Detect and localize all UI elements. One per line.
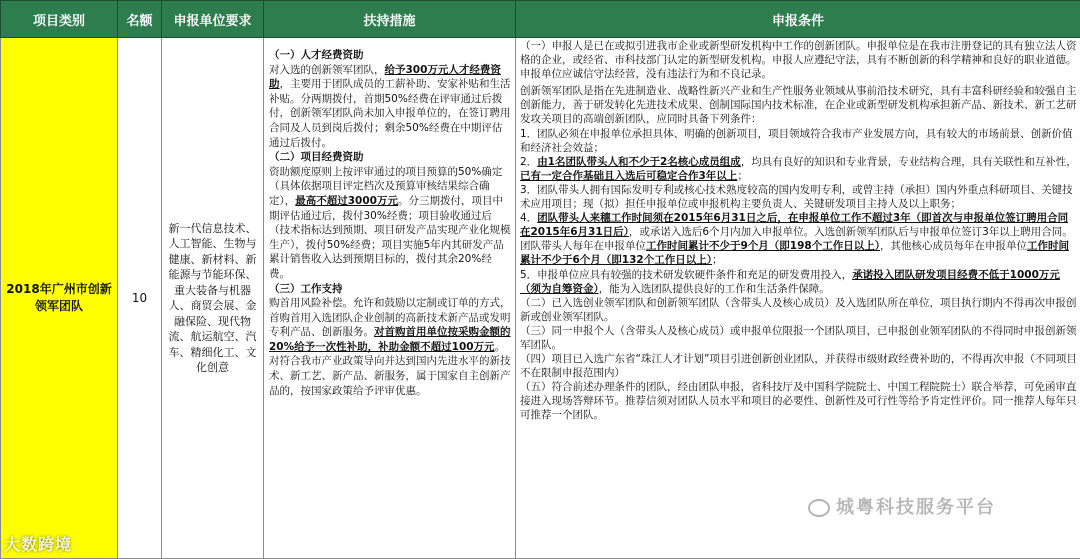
support-measures-cell xyxy=(264,38,516,559)
condition-highlight: 工作时间累计不少于6个月（即132个工作日以上） xyxy=(520,240,1069,267)
condition-item-4: 4．团队带头人来穗工作时间须在2015年6月31日之后，在申报单位工作不超过3年（即首次与申报单位签订聘用合同在2015年6月31日后），或承诺入选后6个月内加入申报单位。入选创新领军团队后与申报单位签订3年以上聘用合同。团队带头人每年在申报单位工作时间累计不少于9个月（即198个工作日以上），其他核心成员每年在申报单位工作时间累计不少于6个月（即132个工作日以上）； xyxy=(520,212,1073,267)
category-label: 2018年广州市创新领军团队 xyxy=(6,282,112,313)
quota-value: 10 xyxy=(131,291,148,305)
condition-paragraph: （四）项目已入选广东省“珠江人才计划”项目引进创新创业团队，并获得市级财政经费补助的，不得再次申报（不同项目不在限制申报范围内） xyxy=(520,353,1077,380)
measure-1-highlight: 给予300万元人才经费资助 xyxy=(269,63,501,91)
watermark-left xyxy=(4,532,72,555)
header-category: 项目类别 xyxy=(1,1,118,38)
industry-list: 新一代信息技术、人工智能、生物与健康、新材料、新能源与节能环保、重大装备与机器人、商贸会展、金融保险、现代物流、航运航空、汽车、精细化工、文化创意 xyxy=(168,221,257,374)
header-row xyxy=(1,1,1080,38)
measure-2-title: （二）项目经费资助 xyxy=(269,151,364,164)
measure-3-highlight: 对首购首用单位按采购金额的20%给予一次性补助，补助金额不超过100万元 xyxy=(269,326,511,353)
condition-paragraph: （五）符合前述办理条件的团队，经由团队申报，省科技厅及中国科学院院士、中国工程院院士）联合举荐，可免函审直接进入现场答辩环节。推荐信须对团队人员水平和项目的必要性、创新性及可行性等给予肯定性评价。同一推荐人每年只可推荐一个团队。 xyxy=(520,381,1077,422)
measure-1-title: （一）人才经费资助 xyxy=(269,49,364,61)
measure-3-title: （三）工作支持 xyxy=(269,282,343,295)
condition-item-1: 1．团队必须在申报单位承担具体、明确的创新项目，项目领域符合我市产业发展方向，具有较大的市场前景、创新价值和经济社会效益； xyxy=(520,127,1073,154)
condition-highlight: 团队带头人来穗工作时间须在2015年6月31日之后，在申报单位工作不超过3年（即首次与申报单位签订聘用合同在2015年6月31日后） xyxy=(520,212,1069,239)
condition-highlight: 已有一定合作基础且入选后可稳定合作3年以上 xyxy=(520,169,738,182)
condition-paragraph: （一）申报人是已在或拟引进我市企业或新型研发机构中工作的创新团队。申报单位是在我市注册登记的具有独立法人资格的企业，或经省、市科技部门认定的新型研发机构。申报人应遵纪守法，具有不断创新的科学精神和良好的职业道德。申报单位应诚信守法经营，没有违法行为和不良记录。 xyxy=(520,40,1077,81)
condition-paragraph: （二）已入选创业领军团队和创新领军团队（含带头人及核心成员）及入选团队所在单位，项目执行期内不得再次申报创新或创业领军团队。 xyxy=(520,296,1077,323)
header-support-measures: 扶持措施 xyxy=(264,1,516,38)
measure-1-text: 对入选的创新领军团队，给予300万元人才经费资助，主要用于团队成员的工薪补助、安家补贴和生活补贴。分两期拨付，首期50%经费在评审通过后拨付，创新领军团队尚未加入申报单位的，在签订聘用合同及人员到岗后拨付；剩余50%经费在中期评估通过后拨付。 xyxy=(269,63,511,149)
application-conditions-cell xyxy=(516,38,1080,559)
wechat-icon xyxy=(808,499,830,517)
header-application-conditions: 申报条件 xyxy=(516,1,1080,38)
condition-paragraph: （三）同一申报个人（含带头人及核心成员）或申报单位限报一个团队项目，已申报创业领军团队的不得同时申报创新领军团队。 xyxy=(520,324,1077,351)
header-applicant-requirement: 申报单位要求 xyxy=(162,1,264,38)
condition-item-5: 5．申报单位应具有较强的技术研发软硬件条件和充足的研发费用投入，承诺投入团队研发项目经费不低于1000万元（须为自筹资金），能为入选团队提供良好的工作和生活条件保障。 xyxy=(520,268,1060,295)
condition-paragraph: 创新领军团队是指在先进制造业、战略性新兴产业和生产性服务业领域从事前沿技术研究，具有丰富科研经验和较强自主创新能力，善于研发转化先进技术成果、创制国际国内技术标准，在企业或新型研发机构承担新产品、新技术、新工艺研发攻关项目的高端创新团队，应同时具备下列条件： xyxy=(520,85,1077,126)
measure-2-text: 资助额度原则上按评审通过的项目预算的50%确定（具体依据项目评定档次及预算审核结果综合确定），最高不超过3000万元。分三期拨付，项目中期评估通过后，拨付30%经费；项目验收通过后（技术指标达到预期、项目研发产品实现产业化规模生产），拨付50%经费；项目实施5年内其研发产品累计销售收入达到预期目标的，拨付其余20%经费。 xyxy=(269,165,511,280)
watermark-right xyxy=(808,493,996,519)
watermark-right-text: 城粤科技服务平台 xyxy=(836,497,996,518)
table-row xyxy=(1,38,1080,559)
watermark-left-text: 大数跨境 xyxy=(4,535,73,554)
measure-3-text: 购首用风险补偿。允许和鼓励以定制或订单的方式，首购首用入选团队企业创制的高新技术新产品或发明专利产品、创新服务。对首购首用单位按采购金额的20%给予一次性补助，补助金额不超过100万元。对符合我市产业政策导向并达到国内先进水平的新技术、新工艺、新产品、新服务，属于国家自主创新产品的，按国家政策给予评审优惠。 xyxy=(269,297,511,397)
measure-2-highlight: 最高不超过3000万元 xyxy=(295,194,398,207)
condition-highlight: 由1名团队带头人和不少于2名核心成员组成 xyxy=(537,155,741,168)
header-quota: 名额 xyxy=(118,1,162,38)
condition-highlight: 承诺投入团队研发项目经费不低于1000万元（须为自筹资金） xyxy=(520,268,1060,295)
quota-cell xyxy=(118,38,162,559)
category-cell xyxy=(1,38,118,559)
condition-item-2: 2．由1名团队带头人和不少于2名核心成员组成，均具有良好的知识和专业背景，专业结构合理，具有关联性和互补性，已有一定合作基础且入选后可稳定合作3年以上； xyxy=(520,155,1077,182)
condition-item-3: 3．团队带头人拥有国际发明专利或核心技术熟度较高的国内发明专利，或曾主持（承担）国内外重点科研项目、关键技术应用项目；现（拟）担任申报单位或申报机构主要负责人、关键研发项目主持人及以上职务； xyxy=(520,183,1073,211)
condition-highlight: 工作时间累计不少于9个月（即198个工作日以上） xyxy=(646,240,880,253)
applicant-requirement-cell xyxy=(162,38,264,559)
